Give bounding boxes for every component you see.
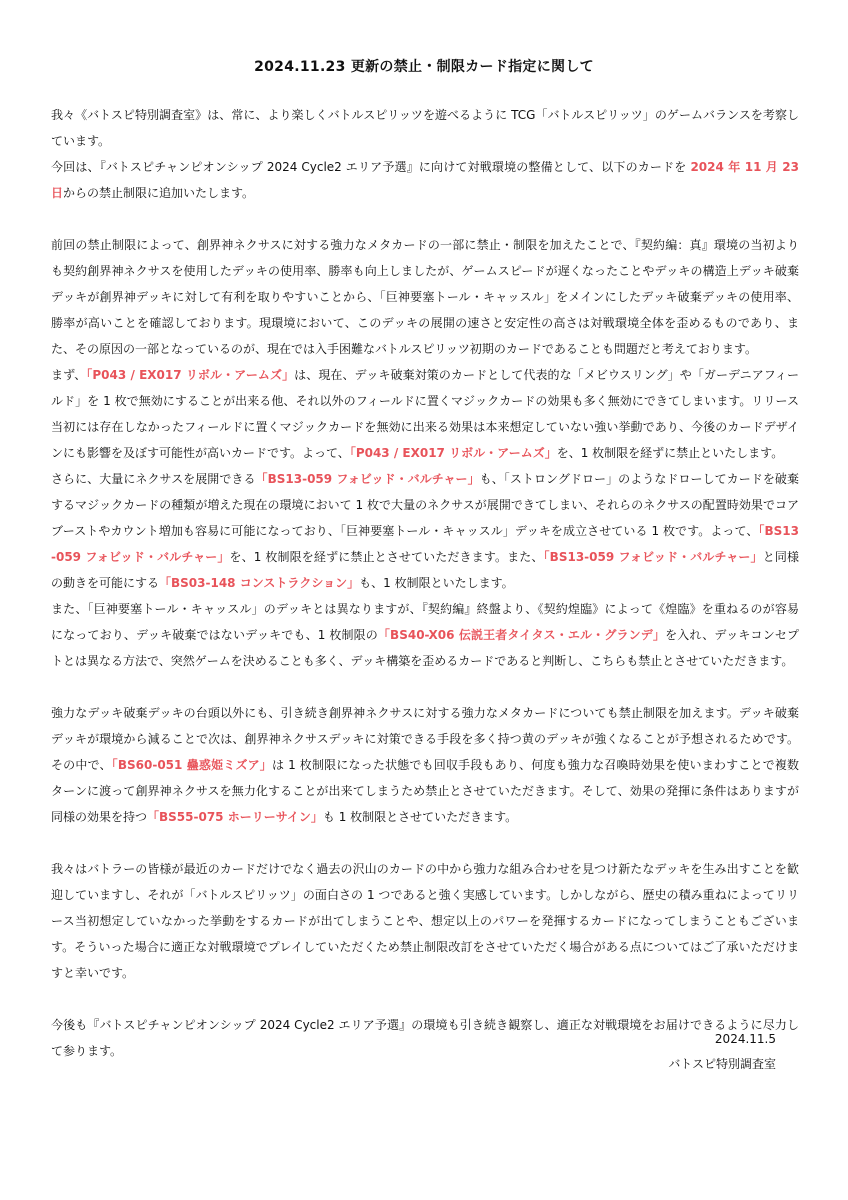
paragraph-text: を、1 枚制限を経ずに禁止といたします。 xyxy=(556,446,784,460)
paragraph-gap xyxy=(51,674,799,700)
signature-org: バトスピ特別調査室 xyxy=(668,1057,776,1071)
paragraph-text: を入れ、デッキコンセプトとは異なる方法で、突然ゲームを決めることも多く、デッキ構築を歪めるカードであると判断し、こちらも禁止とさせていただきます。 xyxy=(51,628,799,668)
signature-date: 2024.11.5 xyxy=(714,1032,776,1046)
card-name-highlight: 「P043 / EX017 リボル・アームズ」 xyxy=(86,368,295,382)
paragraph-text: 前回の禁止制限によって、創界神ネクサスに対する強力なメタカードの一部に禁止・制限を加えたことで、『契約編：真』環境の当初よりも契約創界神ネクサスを使用したデッキの使用率、勝率も向上しましたが、ゲームスピードが遅くなったことやデッキの構造上デッキ破棄デッキが創界神デッキに対して有利を取りやすいことから、「巨神要塞トール・キャッスル」をメインにしたデッキ破棄デッキの使用率、勝率が高いことを確認しております。現環境において、このデッキの展開の速さと安定性の高さは対戦環境全体を歪めるものであり、また、その原因の一部となっているのが、現在では入手困難なバトルスピリッツ初期のカードであることも問題だと考えております。 xyxy=(51,238,799,356)
card-name-highlight: 「BS60-051 蠱惑姫ミズア」 xyxy=(111,758,272,772)
paragraph xyxy=(51,232,799,362)
card-name-highlight: 「BS55-075 ホーリーサイン」 xyxy=(147,810,323,824)
card-name-highlight: 「BS40-X06 伝説王者タイタス・エル・グランデ」 xyxy=(377,628,666,642)
paragraph xyxy=(51,102,799,154)
card-name-highlight: 「BS13-059 フォビッド・バルチャー」 xyxy=(543,550,763,564)
signature-block xyxy=(668,1027,776,1077)
paragraph xyxy=(51,154,799,206)
paragraph-text: 我々《バトスピ特別調査室》は、常に、より楽しくバトルスピリッツを遊べるように TCG「バトルスピリッツ」のゲームバランスを考察しています。 xyxy=(51,108,799,148)
card-name-highlight: 「BS03-148 コンストラクション」 xyxy=(159,576,360,590)
paragraph xyxy=(51,596,799,674)
paragraph-gap xyxy=(51,830,799,856)
document-body xyxy=(51,102,799,1064)
paragraph-text: まず、 xyxy=(51,368,87,382)
paragraph-text: を、1 枚制限を経ずに禁止とさせていただきます。また、 xyxy=(229,550,544,564)
paragraph-text: からの禁止制限に追加いたします。 xyxy=(63,186,255,200)
paragraph-text: も、「ストロングドロー」のようなドローしてカードを破棄するマジックカードの種類が増えた現在の環境において 1 枚で大量のネクサスが展開できてしまい、それらのネクサスの配置時効果でコアブーストやカウント増加も容易に可能になっており、「巨神要塞トール・キャッスル」デッキを成立させている 1 枚です。よって、 xyxy=(51,472,799,538)
paragraph-text: さらに、大量にネクサスを展開できる xyxy=(51,472,256,486)
card-name-highlight: 2024 年 11 月 23 日 xyxy=(51,160,799,200)
paragraph-text: 今後も『バトスピチャンピオンシップ 2024 Cycle2 エリア予選』の環境も引き続き観察し、適正な対戦環境をお届けできるように尽力して参ります。 xyxy=(51,1018,799,1058)
paragraph xyxy=(51,466,799,596)
paragraph xyxy=(51,700,799,830)
paragraph-gap xyxy=(51,206,799,232)
document-title: 2024.11.23 更新の禁止・制限カード指定に関して xyxy=(254,59,594,75)
paragraph xyxy=(51,856,799,986)
card-name-highlight: 「BS13-059 フォビッド・バルチャー」 xyxy=(51,524,799,564)
paragraph-text: 今回は、『バトスピチャンピオンシップ 2024 Cycle2 エリア予選』に向けて対戦環境の整備として、以下のカードを xyxy=(51,160,691,174)
paragraph-text: は 1 枚制限になった状態でも回収手段もあり、何度も強力な召喚時効果を使いまわすことで複数ターンに渡って創界神ネクサスを無力化することが出来てしまうため禁止とさせていただきます。そして、効果の発揮に条件はありますが同様の効果を持つ xyxy=(51,758,800,824)
paragraph-text: 強力なデッキ破棄デッキの台頭以外にも、引き続き創界神ネクサスに対する強力なメタカードについても禁止制限を加えます。デッキ破棄デッキが環境から減ることで次は、創界神ネクサスデッキに対策できる手段を多く持つ黄のデッキが強くなることが予想されるためです。その中で、 xyxy=(51,706,799,772)
paragraph xyxy=(51,362,799,466)
paragraph-text: も、1 枚制限といたします。 xyxy=(359,576,514,590)
card-name-highlight: 「BS13-059 フォビッド・バルチャー」 xyxy=(255,472,480,486)
paragraph-gap xyxy=(51,986,799,1012)
paragraph-text: は、現在、デッキ破棄対策のカードとして代表的な「メビウスリング」や「ガーデニアフィールド」を 1 枚で無効にすることが出来る他、それ以外のフィールドに置くマジックカードの効果も多く無効にできてしまいます。リリース当初には存在しなかったフィールドに置くマジックカードを無効に出来る効果は本来想定していない強い挙動であり、今後のカードデザインにも影響を及ぼす可能性が高いカードです。よって、 xyxy=(51,368,799,460)
card-name-highlight: 「P043 / EX017 リボル・アームズ」 xyxy=(349,446,557,460)
paragraph-text: と同様の動きを可能にする xyxy=(51,550,799,590)
paragraph-text: 我々はバトラーの皆様が最近のカードだけでなく過去の沢山のカードの中から強力な組み合わせを見つけ新たなデッキを生み出すことを歓迎していますし、それが「バトルスピリッツ」の面白さの 1 つであると強く実感しています。しかしながら、歴史の積み重ねによってリリース当初想定していなかった挙動をするカードが出てしまうことや、想定以上のパワーを発揮するカードになってしまうこともございます。そういった場合に適正な対戦環境でプレイしていただくため禁止制限改訂をさせていただく場合がある点についてはご了承いただけますと幸いです。 xyxy=(51,862,799,980)
paragraph-text: も 1 枚制限とさせていただきます。 xyxy=(322,810,518,824)
paragraph-text: また、「巨神要塞トール・キャッスル」のデッキとは異なりますが、『契約編』終盤より、《契約煌臨》によって《煌臨》を重ねるのが容易になっており、デッキ破棄ではないデッキでも、1 枚制限の xyxy=(51,602,799,642)
